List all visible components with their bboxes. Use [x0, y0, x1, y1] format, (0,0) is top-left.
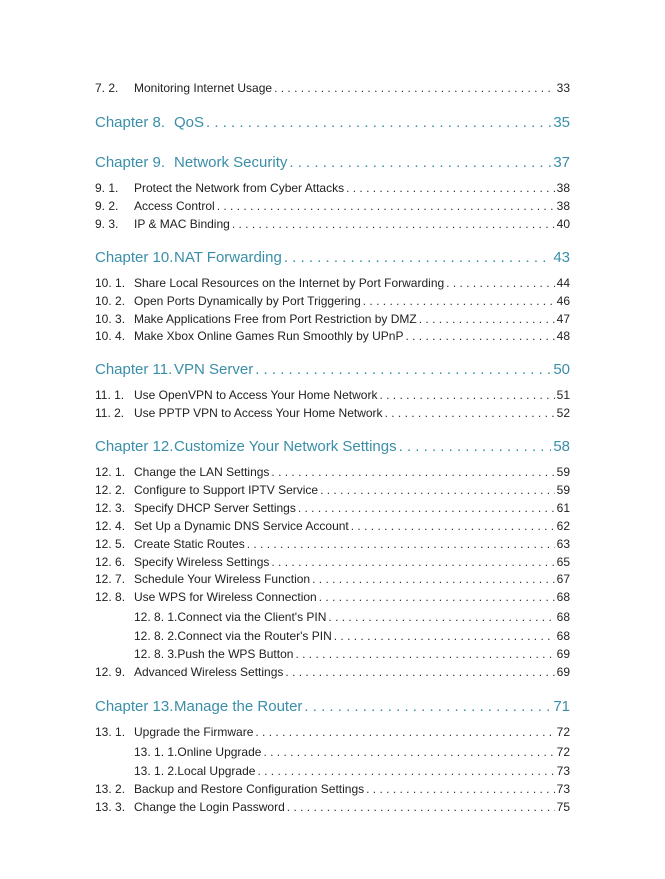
- chapter-page: 71: [553, 698, 570, 715]
- entry-page: 69: [556, 665, 570, 679]
- entry-title: Specify Wireless Settings: [134, 555, 270, 569]
- entry-number: 13. 2.: [95, 782, 126, 796]
- toc-entry-10-3[interactable]: [95, 311, 570, 327]
- dot-leader: [257, 763, 554, 779]
- toc-entry-12-8-3[interactable]: [95, 646, 570, 662]
- entry-number: 13. 1.: [95, 725, 126, 739]
- toc-chapter-13[interactable]: [95, 697, 570, 717]
- entry-page: 38: [556, 199, 570, 213]
- toc-entry-10-1[interactable]: [95, 275, 570, 291]
- dot-leader: [263, 744, 554, 760]
- entry-page: 38: [556, 181, 570, 195]
- dot-leader: [320, 482, 555, 498]
- toc-entry-9-1[interactable]: [95, 180, 570, 196]
- entry-page: 65: [556, 555, 570, 569]
- entry-number: 10. 3.: [95, 312, 126, 326]
- entry-number: 12. 8.: [95, 590, 126, 604]
- entry-number: 12. 3.: [95, 501, 126, 515]
- dot-leader: [319, 589, 555, 605]
- entry-title: Use OpenVPN to Access Your Home Network: [134, 388, 378, 402]
- dot-leader: [351, 518, 555, 534]
- entry-page: 47: [556, 312, 570, 326]
- entry-page: 68: [556, 629, 570, 643]
- entry-number: 13. 1. 2.: [134, 764, 178, 778]
- entry-number: 9. 3.: [95, 217, 119, 231]
- chapter-number: Chapter 9.: [95, 154, 166, 171]
- entry-number: 12. 8. 1.: [134, 610, 178, 624]
- entry-number: 11. 1.: [95, 388, 125, 402]
- entry-title: Use PPTP VPN to Access Your Home Network: [134, 406, 383, 420]
- dot-leader: [271, 554, 554, 570]
- entry-title: Change the LAN Settings: [134, 465, 270, 479]
- dot-leader: [446, 275, 554, 291]
- dot-leader: [399, 437, 552, 457]
- dot-leader: [304, 697, 551, 717]
- entry-title: Backup and Restore Configuration Settings: [134, 782, 365, 796]
- entry-number: 9. 1.: [95, 181, 119, 195]
- dot-leader: [405, 328, 554, 344]
- entry-title: Share Local Resources on the Internet by Port Forwarding: [134, 276, 445, 290]
- entry-number: 13. 1. 1.: [134, 745, 178, 759]
- toc-entry-12-8[interactable]: [95, 589, 570, 605]
- entry-title: Specify DHCP Server Settings: [134, 501, 296, 515]
- toc-entry-13-3[interactable]: [95, 799, 570, 815]
- entry-number: 9. 2.: [95, 199, 119, 213]
- entry-number: 13. 3.: [95, 800, 126, 814]
- dot-leader: [247, 536, 555, 552]
- toc-entry-7-2[interactable]: [95, 80, 570, 96]
- entry-title: Monitoring Internet Usage: [134, 81, 273, 95]
- entry-number: 10. 2.: [95, 294, 126, 308]
- entry-number: 10. 1.: [95, 276, 126, 290]
- chapter-title: QoS: [174, 114, 205, 131]
- dot-leader: [334, 628, 555, 644]
- entry-number: 12. 1.: [95, 465, 126, 479]
- entry-number: 12. 8. 2.: [134, 629, 178, 643]
- entry-page: 48: [556, 329, 570, 343]
- entry-number: 12. 7.: [95, 572, 126, 586]
- toc-entry-9-3[interactable]: [95, 216, 570, 232]
- dot-leader: [298, 500, 555, 516]
- toc-entry-10-4[interactable]: [95, 328, 570, 344]
- entry-number: 12. 9.: [95, 665, 126, 679]
- toc-chapter-8[interactable]: [95, 113, 570, 133]
- toc-entry-12-3[interactable]: [95, 500, 570, 516]
- entry-number: 12. 8. 3.: [134, 647, 178, 661]
- entry-number: 12. 2.: [95, 483, 126, 497]
- entry-title: Set Up a Dynamic DNS Service Account: [134, 519, 349, 533]
- entry-page: 63: [556, 537, 570, 551]
- entry-title: Change the Login Password: [134, 800, 285, 814]
- entry-number: 12. 4.: [95, 519, 126, 533]
- entry-title: Create Static Routes: [134, 537, 245, 551]
- dot-leader: [287, 799, 555, 815]
- dot-leader: [274, 80, 555, 96]
- entry-title: Advanced Wireless Settings: [134, 665, 284, 679]
- entry-page: 51: [556, 388, 570, 402]
- toc-chapter-11[interactable]: [95, 360, 570, 380]
- dot-leader: [284, 248, 552, 268]
- dot-leader: [232, 216, 555, 232]
- entry-number: 10. 4.: [95, 329, 126, 343]
- dot-leader: [328, 609, 554, 625]
- dot-leader: [366, 781, 555, 797]
- dot-leader: [312, 571, 555, 587]
- entry-title: Access Control: [134, 199, 215, 213]
- entry-page: 59: [556, 465, 570, 479]
- dot-leader: [289, 153, 551, 173]
- entry-page: 61: [556, 501, 570, 515]
- toc-entry-12-1[interactable]: [95, 464, 570, 480]
- entry-title: Online Upgrade: [177, 745, 262, 759]
- toc-entry-12-9[interactable]: [95, 664, 570, 680]
- dot-leader: [217, 198, 555, 214]
- entry-page: 68: [556, 610, 570, 624]
- chapter-title: VPN Server: [174, 361, 254, 378]
- entry-number: 12. 5.: [95, 537, 126, 551]
- entry-page: 73: [556, 782, 570, 796]
- toc-entry-12-7[interactable]: [95, 571, 570, 587]
- toc-entry-12-4[interactable]: [95, 518, 570, 534]
- toc-entry-10-2[interactable]: [95, 293, 570, 309]
- toc-chapter-9[interactable]: [95, 153, 570, 173]
- toc-entry-12-5[interactable]: [95, 536, 570, 552]
- entry-page: 46: [556, 294, 570, 308]
- entry-page: 44: [556, 276, 570, 290]
- entry-page: 72: [556, 745, 570, 759]
- toc-entry-12-2[interactable]: [95, 482, 570, 498]
- entry-page: 62: [556, 519, 570, 533]
- dot-leader: [385, 405, 555, 421]
- toc-entry-11-2[interactable]: [95, 405, 570, 421]
- entry-title: Local Upgrade: [177, 764, 256, 778]
- chapter-title: Network Security: [174, 154, 288, 171]
- dot-leader: [255, 360, 551, 380]
- toc-entry-13-2[interactable]: [95, 781, 570, 797]
- entry-title: Make Applications Free from Port Restriction by DMZ: [134, 312, 417, 326]
- dot-leader: [285, 664, 554, 680]
- dot-leader: [295, 646, 554, 662]
- toc-chapter-10[interactable]: [95, 248, 570, 268]
- chapter-page: 50: [553, 361, 570, 378]
- chapter-number: Chapter 8.: [95, 114, 166, 131]
- toc-entry-12-8-1[interactable]: [95, 609, 570, 625]
- chapter-title: Customize Your Network Settings: [174, 438, 397, 455]
- entry-title: Schedule Your Wireless Function: [134, 572, 311, 586]
- dot-leader: [419, 311, 555, 327]
- entry-title: Configure to Support IPTV Service: [134, 483, 319, 497]
- chapter-page: 35: [553, 114, 570, 131]
- entry-title: Push the WPS Button: [177, 647, 294, 661]
- chapter-number: Chapter 11.: [95, 361, 173, 378]
- entry-page: 52: [556, 406, 570, 420]
- chapter-number: Chapter 13.: [95, 698, 174, 715]
- entry-page: 73: [556, 764, 570, 778]
- dot-leader: [379, 387, 554, 403]
- toc-entry-12-6[interactable]: [95, 554, 570, 570]
- chapter-title: NAT Forwarding: [174, 249, 282, 266]
- entry-title: Connect via the Client's PIN: [177, 610, 327, 624]
- toc-entry-11-1[interactable]: [95, 387, 570, 403]
- entry-page: 33: [556, 81, 570, 95]
- entry-title: Open Ports Dynamically by Port Triggering: [134, 294, 361, 308]
- entry-page: 72: [556, 725, 570, 739]
- entry-page: 67: [556, 572, 570, 586]
- entry-number: 12. 6.: [95, 555, 126, 569]
- entry-title: Make Xbox Online Games Run Smoothly by UPnP: [134, 329, 404, 343]
- entry-number: 7. 2.: [95, 81, 119, 95]
- chapter-page: 43: [553, 249, 570, 266]
- toc-chapter-12[interactable]: [95, 437, 570, 457]
- toc-entry-9-2[interactable]: [95, 198, 570, 214]
- chapter-title: Manage the Router: [174, 698, 303, 715]
- toc-entry-13-1-2[interactable]: [95, 763, 570, 779]
- dot-leader: [271, 464, 554, 480]
- toc-entry-12-8-2[interactable]: [95, 628, 570, 644]
- chapter-page: 37: [553, 154, 570, 171]
- entry-page: 68: [556, 590, 570, 604]
- chapter-number: Chapter 10.: [95, 249, 174, 266]
- dot-leader: [255, 724, 554, 740]
- entry-title: Connect via the Router's PIN: [177, 629, 332, 643]
- entry-page: 59: [556, 483, 570, 497]
- entry-number: 11. 2.: [95, 406, 125, 420]
- dot-leader: [363, 293, 555, 309]
- dot-leader: [206, 113, 551, 133]
- chapter-page: 58: [553, 438, 570, 455]
- entry-title: IP & MAC Binding: [134, 217, 230, 231]
- chapter-number: Chapter 12.: [95, 438, 174, 455]
- toc-entry-13-1-1[interactable]: [95, 744, 570, 760]
- dot-leader: [346, 180, 555, 196]
- entry-title: Upgrade the Firmware: [134, 725, 254, 739]
- toc-entry-13-1[interactable]: [95, 724, 570, 740]
- entry-page: 75: [556, 800, 570, 814]
- entry-page: 40: [556, 217, 570, 231]
- entry-title: Use WPS for Wireless Connection: [134, 590, 317, 604]
- entry-page: 69: [556, 647, 570, 661]
- entry-title: Protect the Network from Cyber Attacks: [134, 181, 345, 195]
